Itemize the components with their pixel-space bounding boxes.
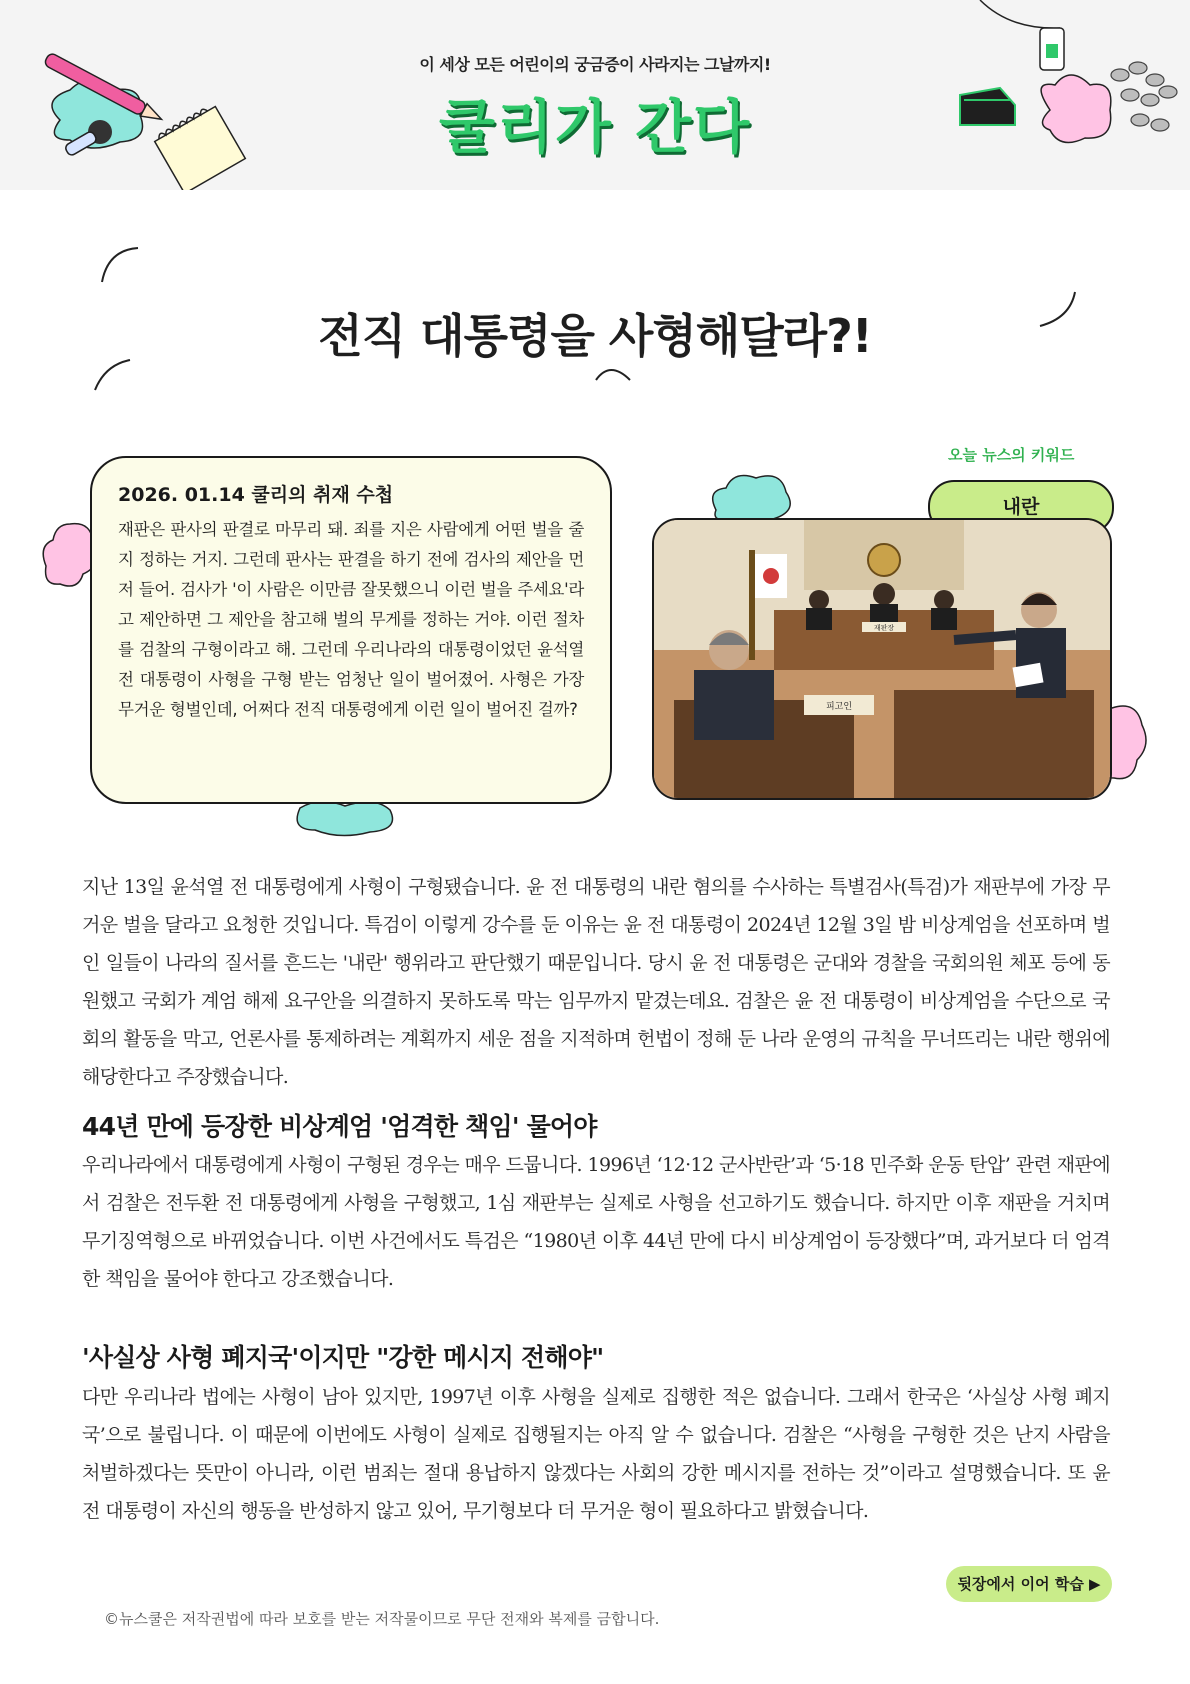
next-page-button[interactable]: 뒷장에서 이어 학습 ▶ (946, 1566, 1112, 1602)
note-title: 2026. 01.14 쿨리의 취재 수첩 (118, 484, 394, 506)
cloud-decoration (290, 800, 400, 840)
reporter-note-card (90, 456, 612, 804)
keyword-label: 오늘 뉴스의 키워드 (948, 446, 1075, 464)
article-intro: 지난 13일 윤석열 전 대통령에게 사형이 구형됐습니다. 윤 전 대통령의 내란 혐의를 수사하는 특별검사(특검)가 재판부에 가장 무거운 벌을 달라고 요청한 것입니다. 특검이 이렇게 강수를 둔 이유는 윤 전 대통령이 2024년 12월 3일 밤 비상계엄을 선포하며 벌인 일들이 나라의 질서를 흔드는 '내란' 행위라고 판단했기 때문입니다. 당시 윤 전 대통령은 군대와 경찰을 국회의원 체포 등에 동원했고 국회가 계엄 해제 요구안을 의결하지 못하도록 막는 임무까지 맡겼는데요. 검찰은 윤 전 대통령이 비상계엄을 수단으로 국회의 활동을 막고, 언론사를 통제하려는 계획까지 세운 점을 지적하며 헌법이 정해 둔 나라 운영의 규칙을 무너뜨리는 내란 행위에 해당한다고 주장했습니다. (82, 876, 1110, 1088)
brand-title: 쿨리가 간다 (438, 93, 752, 161)
headline: 전직 대통령을 사형해달라?! (318, 309, 872, 363)
copyright-notice: ©뉴스쿨은 저작권법에 따라 보호를 받는 저작물이므로 무단 전재와 복제를 금합니다. (104, 1610, 660, 1628)
section-heading-2: '사실상 사형 폐지국'이지만 "강한 메시지 전해야" (82, 1343, 604, 1372)
section-body-1: 우리나라에서 대통령에게 사형이 구형된 경우는 매우 드뭅니다. 1996년 ‘12·12 군사반란’과 ‘5·18 민주화 운동 탄압’ 관련 재판에서 검찰은 전두환 전 대통령에게 사형을 구형했고, 1심 재판부는 실제로 사형을 선고하기도 했습니다. 하지만 이후 재판을 거치며 무기징역형으로 바뀌었습니다. 이번 사건에서도 특검은 “1980년 이후 44년 만에 다시 비상계엄이 등장했다”며, 과거보다 더 엄격한 책임을 물어야 한다고 강조했습니다. (82, 1154, 1110, 1290)
header-tagline: 이 세상 모든 어린이의 궁금증이 사라지는 그날까지! (419, 55, 771, 74)
section-body-2: 다만 우리나라 법에는 사형이 남아 있지만, 1997년 이후 사형을 실제로 집행한 적은 없습니다. 그래서 한국은 ‘사실상 사형 폐지국’으로 불립니다. 이 때문에 이번에도 사형이 실제로 집행될지는 아직 알 수 없습니다. 검찰은 “사형을 구형한 것은 난지 사람을 처벌하겠다는 뜻만이 아니라, 이런 범죄는 절대 용납하지 않겠다는 사회의 강한 메시지를 전하는 것”이라고 설명했습니다. 또 윤 전 대통령이 자신의 행동을 반성하지 않고 있어, 무기형보다 더 무거운 형이 필요하다고 밝혔습니다. (82, 1386, 1110, 1522)
note-body: 재판은 판사의 판결로 마무리 돼. 죄를 지은 사람에게 어떤 벌을 줄지 정하는 거지. 그런데 판사는 판결을 하기 전에 검사의 제안을 먼저 들어. 검사가 '이 사람은 이만큼 잘못했으니 이런 벌을 주세요'라고 제안하면 그 제안을 참고해 벌의 무게를 정하는 거야. 이런 절차를 검찰의 구형이라고 해. 그런데 우리나라의 대통령이었던 윤석열 전 대통령이 사형을 구형 받는 엄청난 일이 벌어졌어. 사형은 가장 무거운 형벌인데, 어쩌다 전직 대통령에게 이런 일이 벌어진 걸까? (118, 520, 584, 719)
keyword-bubble: 내란 (928, 480, 1114, 534)
courtroom-scene (654, 520, 1110, 798)
defendant-nameplate: 피고인 (825, 702, 853, 712)
judge-nameplate: 재판장 (873, 624, 895, 632)
section-heading-1: 44년 만에 등장한 비상계엄 '엄격한 책임' 물어야 (82, 1112, 597, 1141)
courtroom-illustration (652, 518, 1112, 800)
